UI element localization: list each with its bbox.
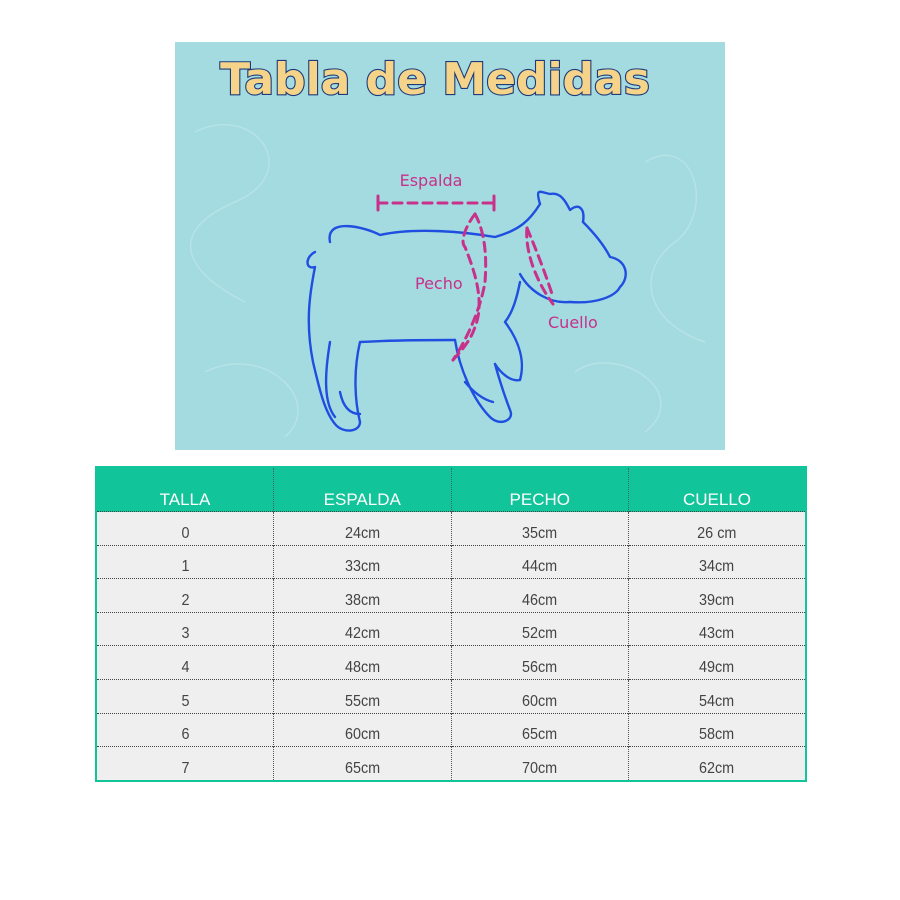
neck-cell: 26 cm	[629, 512, 807, 546]
size-cell: 2	[96, 579, 274, 613]
chest-cell: 70cm	[451, 747, 629, 781]
back-cell: 38cm	[274, 579, 452, 613]
back-cell: 48cm	[274, 646, 452, 680]
neck-cell: 34cm	[629, 545, 807, 579]
neck-cell: 58cm	[629, 713, 807, 747]
table-row	[96, 612, 806, 646]
chest-cell: 65cm	[451, 713, 629, 747]
back-cell: 60cm	[274, 713, 452, 747]
measurement-lines	[378, 203, 553, 360]
size-cell: 5	[96, 679, 274, 713]
size-cell: 7	[96, 747, 274, 781]
table-row	[96, 679, 806, 713]
neck-cell: 43cm	[629, 612, 807, 646]
chest-cell: 60cm	[451, 679, 629, 713]
back-cell: 24cm	[274, 512, 452, 546]
table-row	[96, 747, 806, 781]
back-cell: 55cm	[274, 679, 452, 713]
size-cell: 3	[96, 612, 274, 646]
neck-cell: 62cm	[629, 747, 807, 781]
size-table	[95, 466, 807, 782]
chest-cell: 56cm	[451, 646, 629, 680]
header-size: TALLA	[96, 467, 274, 512]
neck-cell: 39cm	[629, 579, 807, 613]
table-row	[96, 579, 806, 613]
table-row	[96, 512, 806, 546]
back-cell: 33cm	[274, 545, 452, 579]
size-table-header	[96, 467, 806, 512]
chest-cell: 35cm	[451, 512, 629, 546]
neck-label: Cuello	[548, 313, 598, 332]
size-cell: 0	[96, 512, 274, 546]
table-row	[96, 646, 806, 680]
header-back: ESPALDA	[274, 467, 452, 512]
measurement-banner	[175, 42, 725, 450]
back-cell: 42cm	[274, 612, 452, 646]
table-row	[96, 545, 806, 579]
chest-cell: 52cm	[451, 612, 629, 646]
header-neck: CUELLO	[629, 467, 807, 512]
back-cell: 65cm	[274, 747, 452, 781]
back-label: Espalda	[399, 171, 463, 190]
banner-title: Tabla de Medidas	[220, 54, 650, 105]
table-row	[96, 713, 806, 747]
dog-measurement-diagram	[175, 42, 725, 450]
size-cell: 1	[96, 545, 274, 579]
chest-label: Pecho	[415, 274, 463, 293]
chest-cell: 46cm	[451, 579, 629, 613]
chest-cell: 44cm	[451, 545, 629, 579]
size-cell: 4	[96, 646, 274, 680]
neck-cell: 49cm	[629, 646, 807, 680]
size-cell: 6	[96, 713, 274, 747]
neck-cell: 54cm	[629, 679, 807, 713]
header-chest: PECHO	[451, 467, 629, 512]
